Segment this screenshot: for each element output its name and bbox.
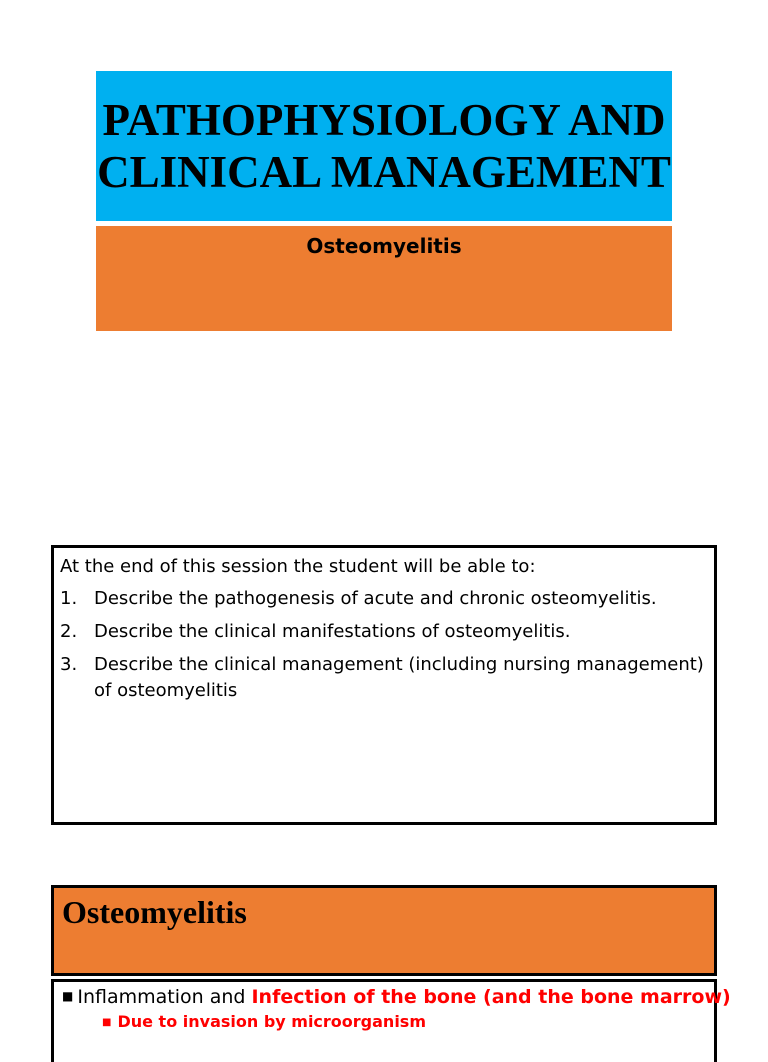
bullets-box — [51, 979, 731, 1062]
slide-subtitle: Osteomyelitis — [306, 234, 462, 258]
objective-item — [60, 586, 714, 612]
bullet-prefix: Inflammation and — [77, 986, 252, 1008]
square-bullet-icon: ■ — [102, 1017, 112, 1028]
objective-text: Describe the pathogenesis of acute and chronic osteomyelitis. — [94, 588, 657, 609]
objectives-intro: At the end of this session the student will be able to: — [60, 556, 536, 577]
objective-text: Describe the clinical manifestations of osteomyelitis. — [94, 621, 571, 642]
objective-number: 2. — [60, 621, 78, 642]
objective-text: Describe the clinical management (including nursing management) of osteomyelitis — [94, 654, 704, 701]
objectives-list — [54, 586, 714, 704]
sub-bullet-item — [102, 1012, 714, 1031]
title-banner — [96, 71, 672, 221]
objective-item — [60, 652, 714, 704]
section-heading-box — [51, 885, 717, 976]
bullet-highlight: Infection of the bone (and the bone marrow) — [251, 986, 731, 1008]
objective-item — [60, 619, 714, 645]
bullet-item — [62, 986, 731, 1008]
section-heading: Osteomyelitis — [62, 894, 247, 930]
objective-number: 3. — [60, 654, 78, 675]
objective-number: 1. — [60, 588, 78, 609]
sub-bullet-text: Due to invasion by microorganism — [117, 1012, 426, 1031]
subtitle-banner — [96, 226, 672, 331]
square-bullet-icon: ■ — [62, 989, 74, 1003]
slide-title: PATHOPHYSIOLOGY AND CLINICAL MANAGEMENT — [97, 95, 671, 197]
objectives-box — [51, 545, 717, 825]
